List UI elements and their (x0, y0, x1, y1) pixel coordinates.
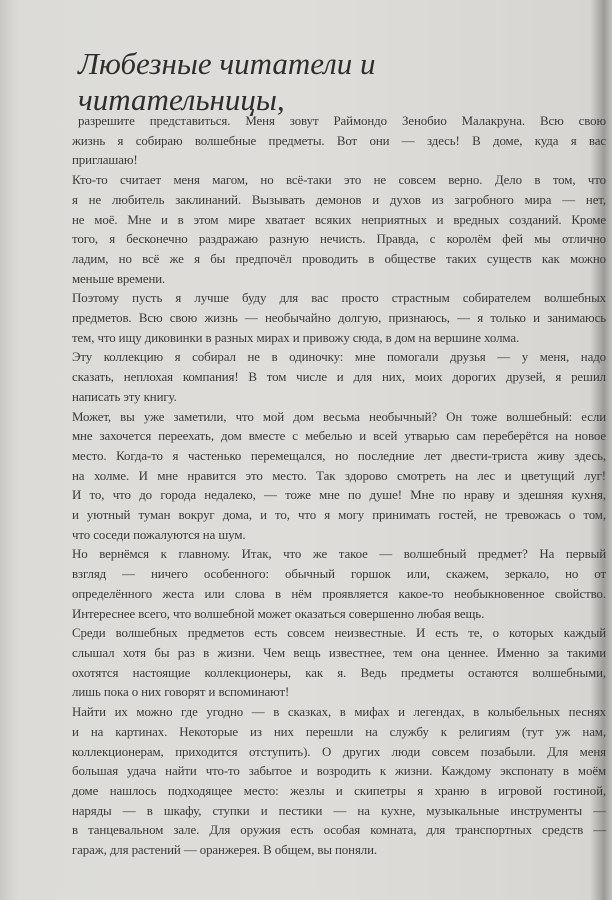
paragraph (72, 289, 606, 348)
text-line: не моё. Мне и в этом мире хватает всяких неприятных и вредных созданий. Кроме (72, 212, 606, 227)
text-line: меньше времени. (72, 271, 166, 286)
paragraph (72, 408, 606, 546)
text-line: ладим, но всё же я бы предпочёл проводить в обществе таких существ как можно (72, 251, 606, 266)
text-line: гараж, для растений — оранжерея. В общем, вы поняли. (72, 843, 378, 858)
text-line: разрешите представиться. Меня зовут Раймондо Зенобио Малакруна. Всю свою (78, 114, 606, 128)
text-line: охотятся настоящие коллекционеры, как я. Ведь предметы остаются волшебными, (72, 665, 606, 680)
page-title: Любезные читатели и читательницы, (78, 46, 376, 117)
text-line: того, я бесконечно раздражаю разную нечисть. Правда, с королём фей мы отлично (72, 232, 606, 247)
paragraph (72, 112, 606, 171)
paragraph (72, 171, 606, 289)
body-text (72, 112, 606, 861)
text-line: определённого жеста или слова в нём проявляется какое-то необыкновенное свойство. (72, 586, 606, 601)
text-line: Но вернёмся к главному. Итак, что же такое — волшебный предмет? На первый (72, 547, 606, 562)
text-line: на холме. И мне нравится это место. Так здорово смотреть на лес и цветущий луг! (72, 468, 606, 483)
paragraph (72, 703, 606, 861)
text-line: написать эту книгу. (72, 389, 177, 404)
text-line: Эту коллекцию я собирал не в одиночку: мне помогали друзья — у меня, надо (72, 350, 606, 365)
text-line: слышал хотя бы раз в жизни. Чем вещь известнее, тем она ценнее. Именно за такими (72, 645, 606, 660)
text-line: что соседи пожалуются на шум. (72, 527, 246, 542)
paragraph (72, 624, 606, 703)
text-line: место. Когда-то я частенько перемещался, но последние лет двести-триста живу здесь, (72, 448, 606, 463)
text-line: взгляд — ничего особенного: обычный горшок или, скажем, зеркало, но от (72, 567, 606, 582)
text-line: Найти их можно где угодно — в сказках, в мифах и легендах, в колыбельных песнях (72, 705, 606, 720)
text-line: сказать, неплохая компания! В том числе и для них, моих дорогих друзей, я решил (72, 370, 606, 385)
paragraph (72, 545, 606, 624)
text-line: я не любитель заклинаний. Вызывать демонов и духов из загробного мира — нет, (72, 192, 606, 207)
text-line: Поэтому пусть я лучше буду для вас просто страстным собирателем волшебных (72, 291, 606, 306)
text-line: мне захочется переехать, дом вместе с мебелью и всей утварью сам переберётся на новое (72, 429, 606, 444)
text-line: Среди волшебных предметов есть совсем неизвестные. И есть те, о которых каждый (72, 626, 606, 641)
text-line: в танцевальном зале. Для оружия есть особая комната, для транспортных средств — (72, 823, 606, 838)
text-line: и на картинах. Некоторые из них перешли на службу к религиям (тут уж нам, (72, 724, 606, 739)
text-line: и уютный туман вокруг дома, и то, что я могу принимать гостей, не тревожась о том, (72, 508, 606, 523)
text-line: наряды — в шкафу, ступки и пестики — на кухне, музыкальные инструменты — (72, 803, 606, 818)
text-line: Кто-то считает меня магом, но всё-таки это не совсем верно. Дело в том, что (72, 173, 606, 188)
text-line: предметов. Всю свою жизнь — необычайно долгую, признаюсь, — я только и занимаюсь (72, 311, 606, 326)
text-line: тем, что ищу диковинки в разных мирах и привожу сюда, в дом на вершине холма. (72, 330, 520, 345)
text-line: Интереснее всего, что волшебной может оказаться совершенно любая вещь. (72, 606, 485, 621)
text-line: жизнь я собираю волшебные предметы. Вот они — здесь! В доме, куда я вас (72, 133, 606, 148)
text-line: Может, вы уже заметили, что мой дом весьма необычный? Он тоже волшебный: если (72, 409, 606, 424)
text-line: большая удача найти что-то забытое и возродить к жизни. Каждому экспонату в моём (72, 764, 606, 779)
text-line: приглашаю! (72, 153, 138, 168)
text-line: коллекционерам, приходится отступить). О других люди совсем позабыли. Для меня (72, 744, 606, 759)
text-line: И то, что до города недалеко, — тоже мне по душе! Мне по нраву и здешняя кухня, (72, 488, 606, 503)
text-line: доме нашлось подходящее место: жезлы и скипетры я храню в игровой гостиной, (72, 783, 606, 798)
text-line: лишь пока о них говорят и вспоминают! (72, 685, 290, 700)
paragraph (72, 348, 606, 407)
